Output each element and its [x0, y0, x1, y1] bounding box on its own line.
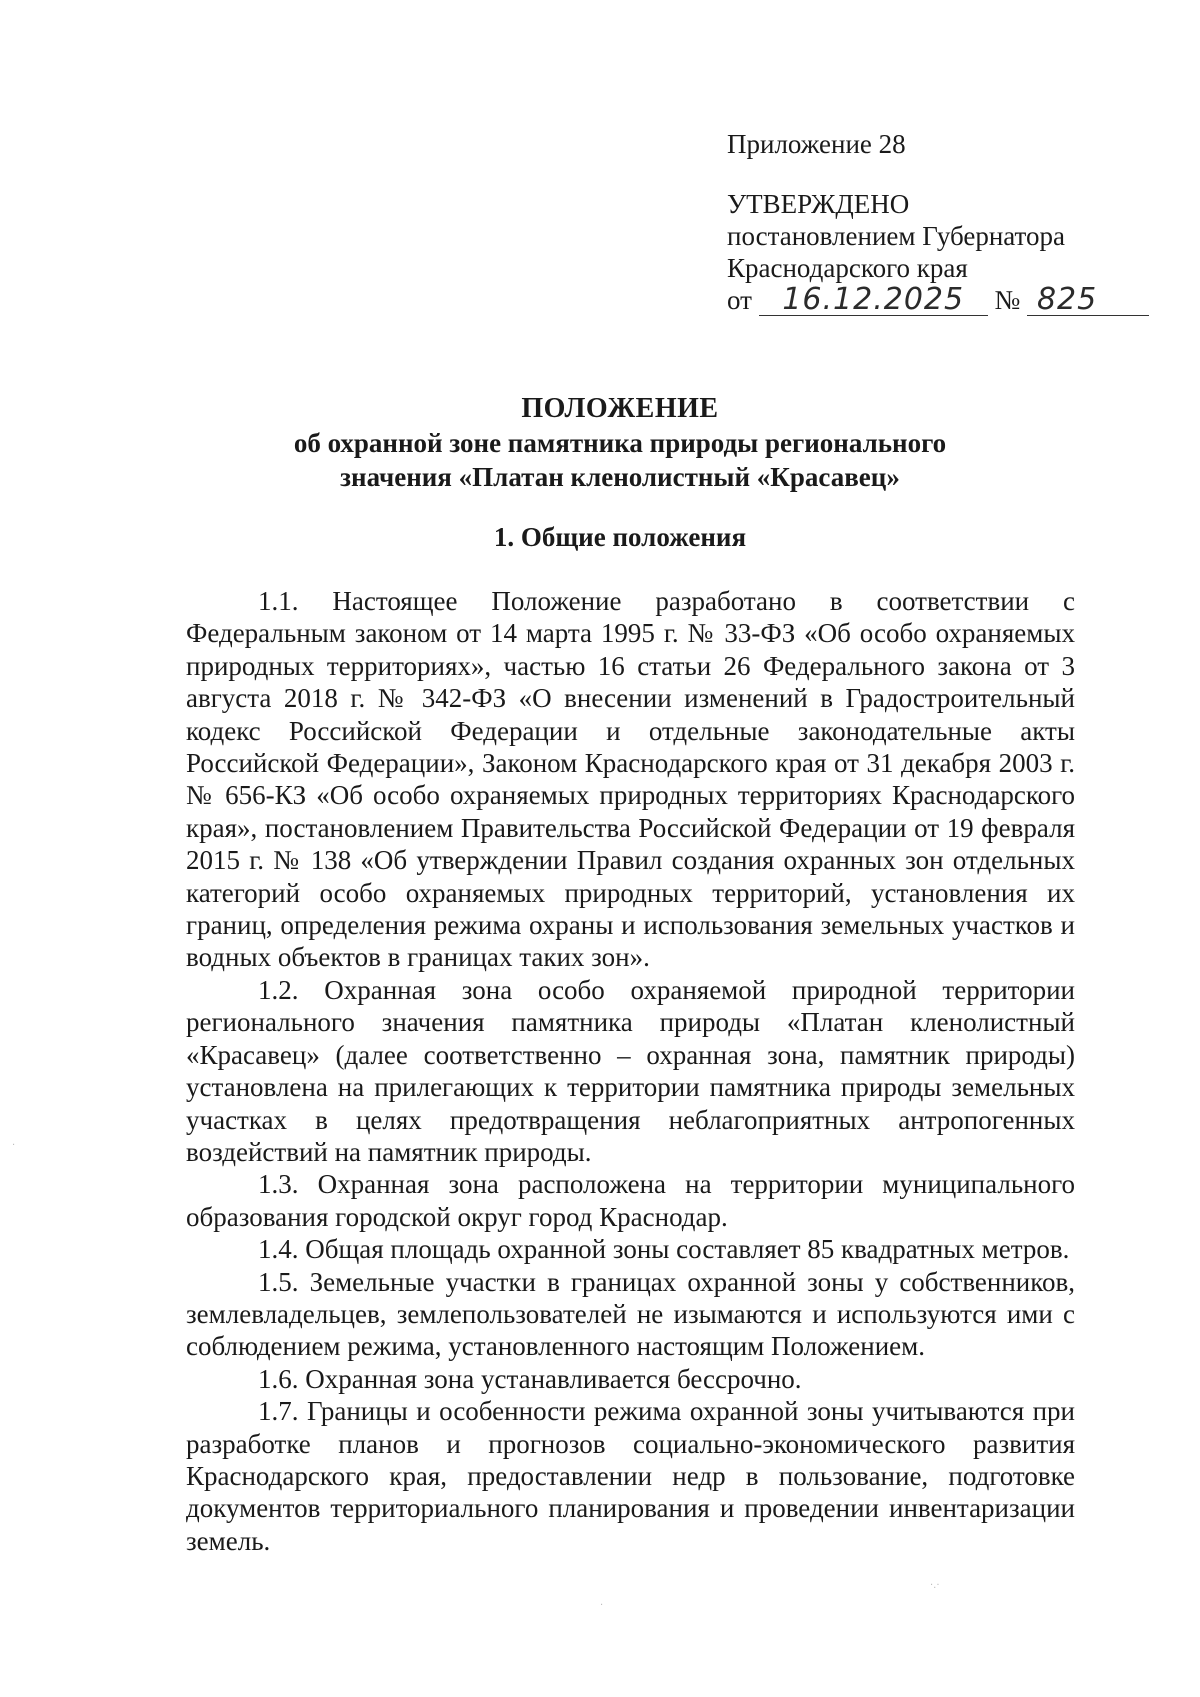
paragraph-1-5: 1.5. Земельные участки в границах охранной зоны у собственников, землевладельцев, землепользователей не изымаются и используются ими с соблюдением режима, установленного настоящим Положением.: [186, 1266, 1075, 1362]
decree-date-handwritten: 16.12.2025: [759, 285, 988, 316]
approved-stamp-text: УТВЕРЖДЕНО: [727, 189, 910, 219]
paragraph-1-2: 1.2. Охранная зона особо охраняемой природной территории регионального значения памятника природы «Платан кленолистный «Красавец» (далее соответственно – охранная зона, памятник природы) установлена на прилегающих к территории памятника природы земельных участках в целях предотвращения неблагоприятных антропогенных воздействий на памятник природы.: [186, 974, 1075, 1167]
document-title: ПОЛОЖЕНИЕ: [521, 393, 719, 424]
section-body: [186, 585, 1075, 1557]
scan-speck: ·: [12, 1140, 16, 1151]
document-subtitle-line-2: значения «Платан кленолистный «Красавец»: [340, 462, 900, 492]
appendix-label: Приложение 28: [727, 129, 906, 159]
paragraph-1-4: 1.4. Общая площадь охранной зоны составляет 85 квадратных метров.: [258, 1234, 1070, 1265]
decree-date-number-line: [727, 284, 1149, 316]
scan-speck: ·.·: [930, 1580, 940, 1591]
paragraph-1-1: 1.1. Настоящее Положение разработано в соответствии с Федеральным законом от 14 марта 1995 г. № 33-ФЗ «Об особо охраняемых природных территориях», частью 16 статьи 26 Федерального закона от 3 августа 2018 г. № 342-ФЗ «О внесении изменений в Градостроительный кодекс Российской Федерации и отдельные законодательные акты Российской Федерации», Законом Краснодарского края от 31 декабря 2003 г. № 656-КЗ «Об особо охраняемых природных территориях Краснодарского края», постановлением Правительства Российской Федерации от 19 февраля 2015 г. № 138 «Об утверждении Правил создания охранных зон отдельных категорий особо охраняемых природных территорий, установления их границ, определения режима охраны и использования земельных участков и водных объектов в границах таких зон».: [186, 586, 1075, 973]
paragraph-1-6: 1.6. Охранная зона устанавливается бессрочно.: [258, 1363, 802, 1394]
scan-speck: ·: [600, 1600, 604, 1611]
paragraph-1-7: 1.7. Границы и особенности режима охранной зоны учитываются при разработке планов и прогнозов социально-экономического развития Краснодарского края, предоставлении недр в пользование, подготовке документов территориального планирования и проведении инвентаризации земель.: [186, 1396, 1075, 1556]
section-heading: 1. Общие положения: [493, 522, 747, 552]
paragraph-1-3: 1.3. Охранная зона расположена на территории муниципального образования городской округ город Краснодар.: [186, 1169, 1075, 1232]
approved-by-line-1: постановлением Губернатора: [727, 221, 1065, 251]
document-subtitle-line-1: об охранной зоне памятника природы регионального: [293, 428, 947, 458]
approval-block: [727, 128, 1149, 316]
document-title-block: [180, 392, 1060, 494]
decree-number-handwritten: 825: [1027, 285, 1149, 316]
number-label: №: [994, 285, 1021, 315]
from-label: от: [727, 285, 752, 315]
approved-by-line-2: Краснодарского края: [727, 253, 968, 283]
